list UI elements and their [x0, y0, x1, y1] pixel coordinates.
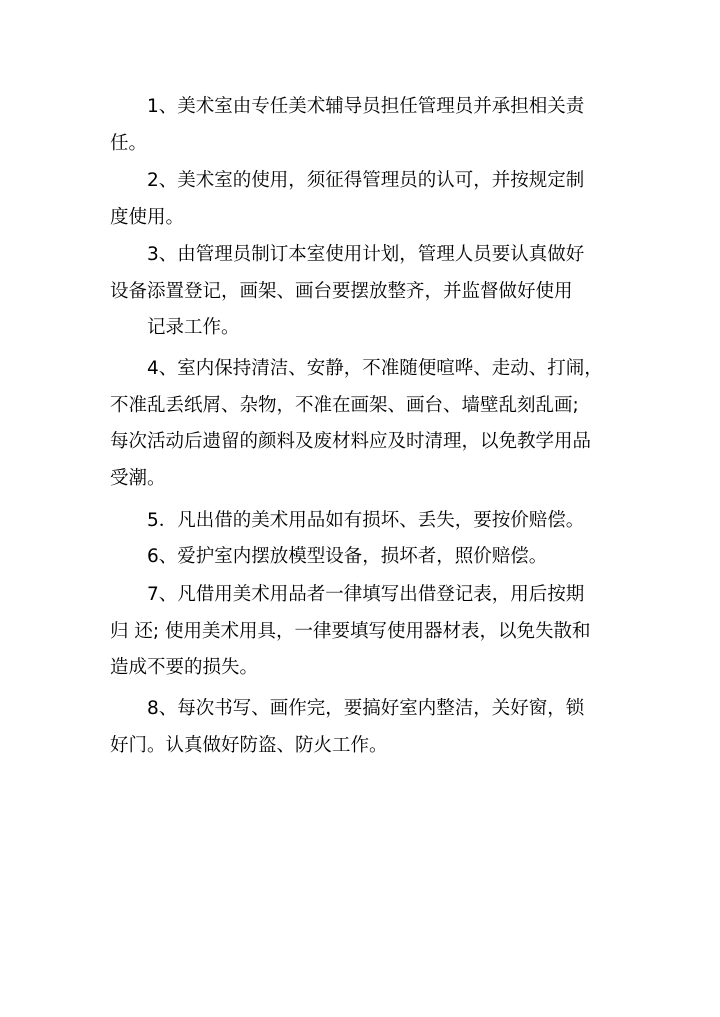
- rule-1: [110, 89, 620, 162]
- rule-1-line-1: 1、美术室由专任美术辅导员担任管理员并承担相关责: [147, 96, 585, 117]
- rule-4-line-1: 4、室内保持清洁、安静，不准随便喧哗、走动、打闹，: [147, 358, 603, 379]
- rule-8-line-2: 好门。认真做好防盗、防火工作。: [110, 734, 388, 756]
- rule-3: [110, 237, 620, 347]
- rule-6: [110, 539, 620, 576]
- rule-4-line-3: 每次活动后遗留的颜料及废材料应及时清理，以免教学用品: [110, 431, 592, 452]
- rule-7-line-1: 7、凡借用美术用品者一律填写出借登记表，用后按期: [147, 584, 585, 605]
- rule-1-line-2: 任。: [110, 132, 148, 154]
- rule-7-line-3: 造成不要的损失。: [110, 657, 259, 678]
- rule-3-line-1: 3、由管理员制订本室使用计划，管理人员要认真做好: [147, 244, 585, 265]
- rule-3-line-3: 记录工作。: [147, 317, 240, 338]
- rule-2: [110, 163, 620, 236]
- rule-4: [110, 351, 620, 497]
- rule-4-line-4: 受潮。: [110, 467, 166, 489]
- rule-3-line-2: 设备添置登记，画架、画台要摆放整齐，并监督做好使用: [110, 280, 573, 302]
- rule-2-line-2: 度使用。: [110, 206, 185, 228]
- rule-4-line-2: 不准乱丢纸屑、杂物，不准在画架、画台、墙壁乱刻乱画;: [110, 394, 579, 416]
- rule-5: [110, 503, 620, 540]
- rule-7-line-2: 归 还; 使用美术用具，一律要填写使用器材表，以免失散和: [110, 620, 591, 642]
- rule-2-line-1: 2、美术室的使用，须征得管理员的认可，并按规定制: [147, 170, 585, 191]
- rule-8-line-1: 8、每次书写、画作完，要搞好室内整洁，关好窗，锁: [147, 698, 585, 719]
- rule-6-line-1: 6、爱护室内摆放模型设备，损坏者，照价赔偿。: [147, 546, 548, 567]
- rule-8: [110, 691, 620, 764]
- rule-5-line-1: 5．凡出借的美术用品如有损坏、丢失，要按价赔偿。: [147, 510, 585, 531]
- rule-7: [110, 577, 620, 687]
